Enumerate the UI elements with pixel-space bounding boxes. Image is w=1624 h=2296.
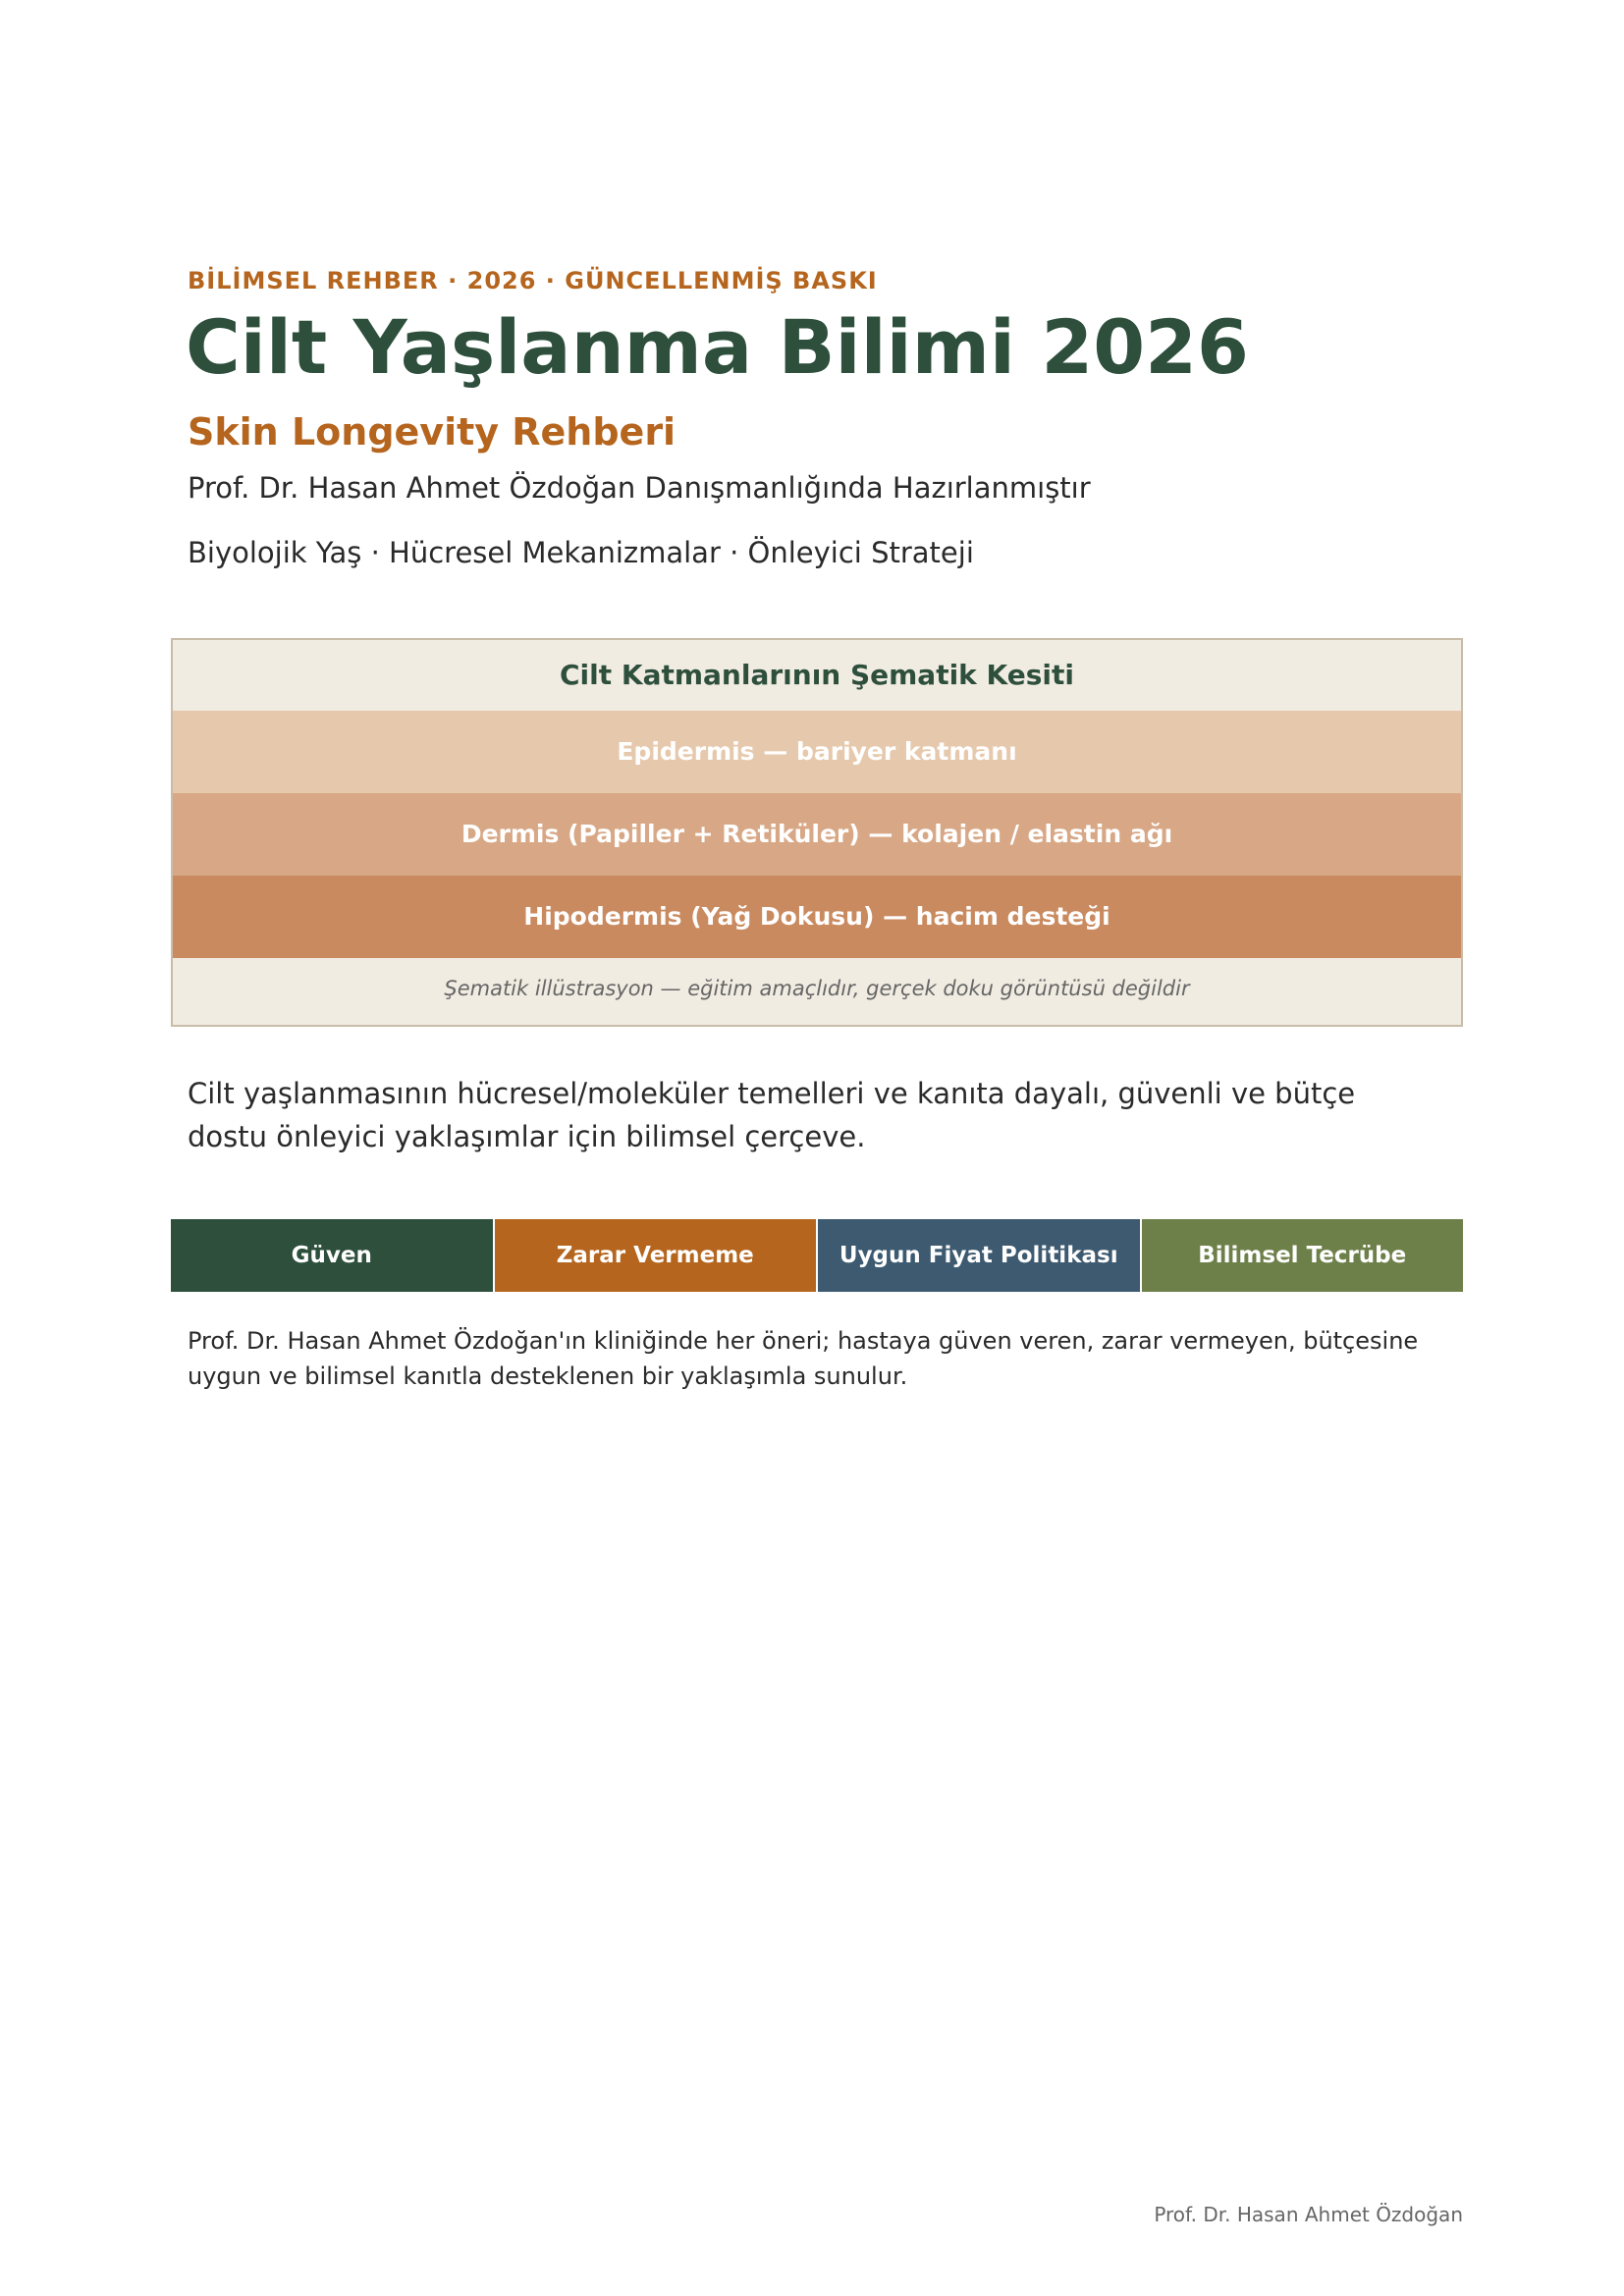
author-byline: Prof. Dr. Hasan Ahmet Özdoğan Danışmanlığında Hazırlanmıştır	[188, 471, 1091, 505]
topic-tagline: Biyolojik Yaş · Hücresel Mekanizmalar · Önleyici Strateji	[188, 536, 974, 569]
layer-dermis: Dermis (Papiller + Retiküler) — kolajen / elastin ağı	[173, 793, 1461, 876]
value-do-no-harm: Zarar Vermeme	[495, 1219, 819, 1292]
value-affordable-pricing: Uygun Fiyat Politikası	[818, 1219, 1142, 1292]
page-title: Cilt Yaşlanma Bilimi 2026	[186, 303, 1249, 391]
page-subtitle: Skin Longevity Rehberi	[188, 410, 677, 454]
diagram-caption: Şematik illüstrasyon — eğitim amaçlıdır, gerçek doku görüntüsü değildir	[444, 977, 1190, 1000]
layer-epidermis: Epidermis — bariyer katmanı	[173, 711, 1461, 793]
value-trust: Güven	[171, 1219, 495, 1292]
eyebrow-label: BİLİMSEL REHBER · 2026 · GÜNCELLENMİŞ BASKI	[188, 267, 878, 294]
skin-layers-diagram	[171, 638, 1463, 1027]
layer-hypodermis: Hipodermis (Yağ Dokusu) — hacim desteği	[173, 876, 1461, 958]
values-description: Prof. Dr. Hasan Ahmet Özdoğan'ın kliniğinde her öneri; hastaya güven veren, zarar vermeyen, bütçesine uygun ve bilimsel kanıtla desteklenen bir yaklaşımla sunulur.	[188, 1327, 1419, 1390]
intro-paragraph: Cilt yaşlanmasının hücresel/moleküler temelleri ve kanıta dayalı, güvenli ve bütçe dostu önleyici yaklaşımlar için bilimsel çerçeve.	[188, 1077, 1356, 1153]
value-scientific-experience: Bilimsel Tecrübe	[1142, 1219, 1464, 1292]
page-footer: Prof. Dr. Hasan Ahmet Özdoğan	[1154, 2203, 1463, 2226]
diagram-title: Cilt Katmanlarının Şematik Kesiti	[560, 659, 1074, 691]
values-bar	[171, 1219, 1463, 1292]
